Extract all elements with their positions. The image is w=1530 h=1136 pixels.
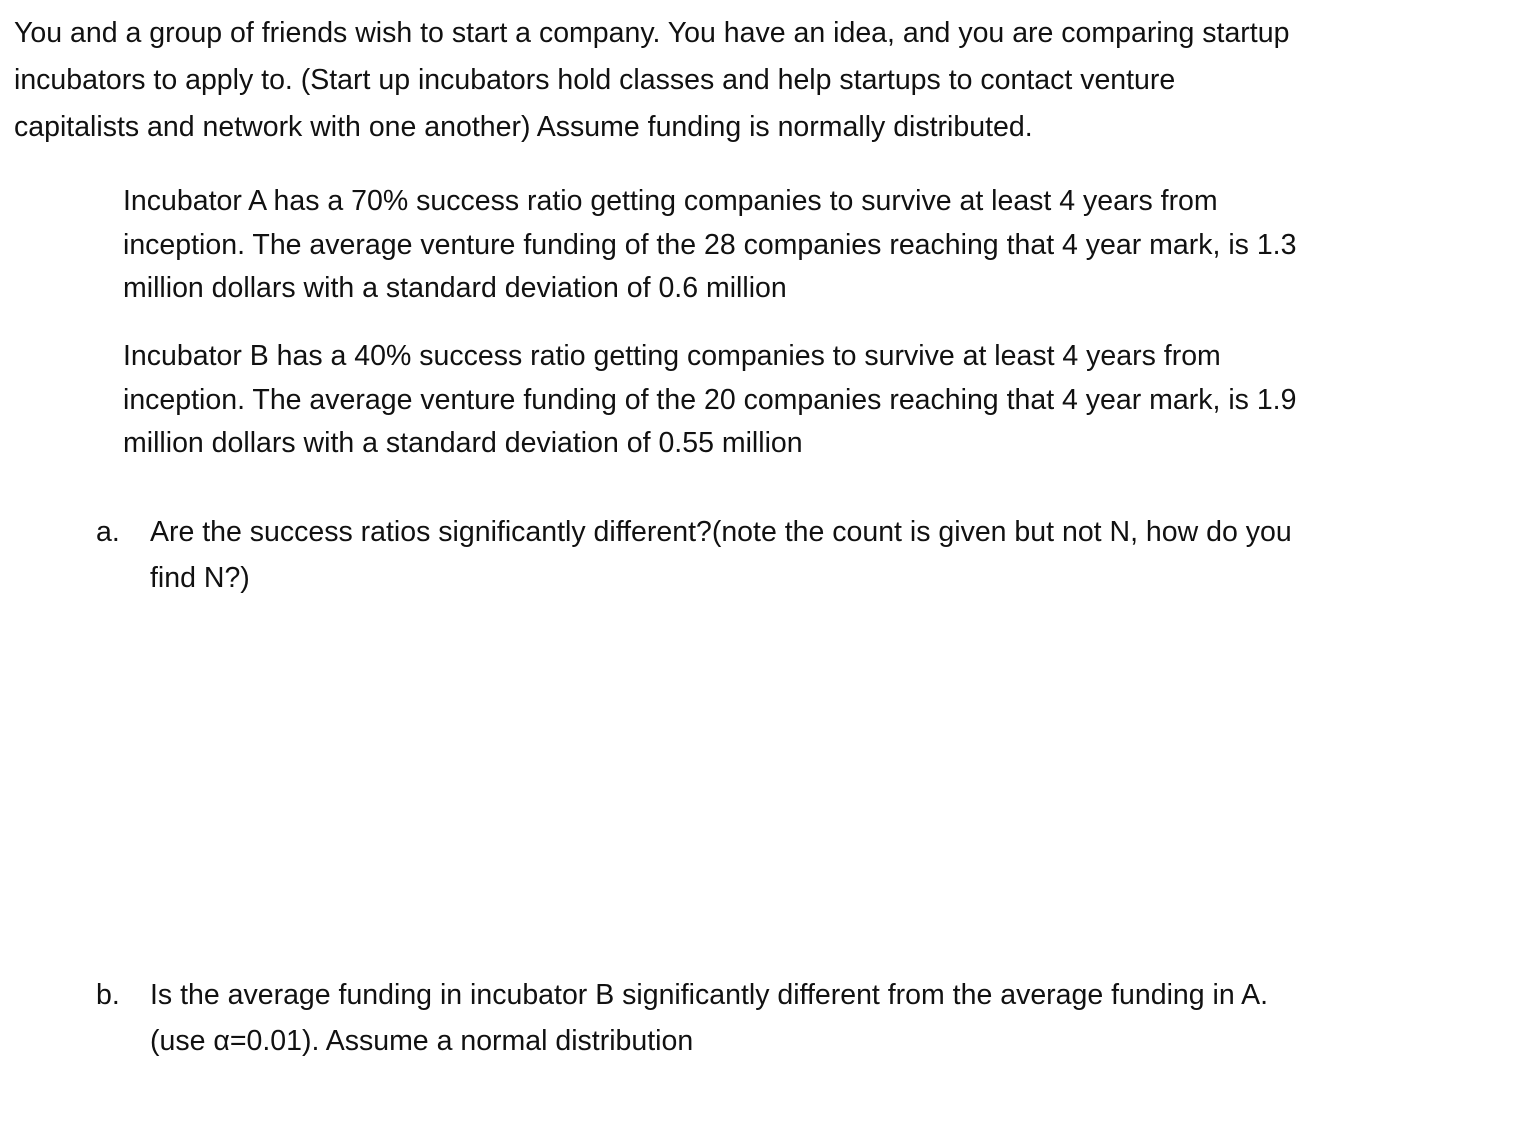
question-a [96, 509, 1326, 601]
question-a-text: Are the success ratios significantly different?(note the count is given but not N, how do you find N?) [150, 516, 1292, 594]
question-b [96, 972, 1326, 1064]
intro-paragraph: You and a group of friends wish to start a company. You have an idea, and you are comparing startup incubators to apply to. (Start up incubators hold classes and help startups to contact venture capitalists and network with one another) Assume funding is normally distributed. [14, 17, 1290, 143]
incubator-a-description: Incubator A has a 70% success ratio getting companies to survive at least 4 years from inception. The average venture funding of the 28 companies reaching that 4 year mark, is 1.3 million dollars with a standard deviation of 0.6 million [123, 185, 1297, 304]
question-b-text: Is the average funding in incubator B significantly different from the average funding in A. (use α=0.01). Assume a normal distribution [150, 979, 1268, 1057]
question-a-marker: a. [96, 516, 120, 548]
question-b-marker: b. [96, 979, 120, 1011]
incubator-b-description: Incubator B has a 40% success ratio getting companies to survive at least 4 years from inception. The average venture funding of the 20 companies reaching that 4 year mark, is 1.9 million dollars with a standard deviation of 0.55 million [123, 340, 1297, 459]
